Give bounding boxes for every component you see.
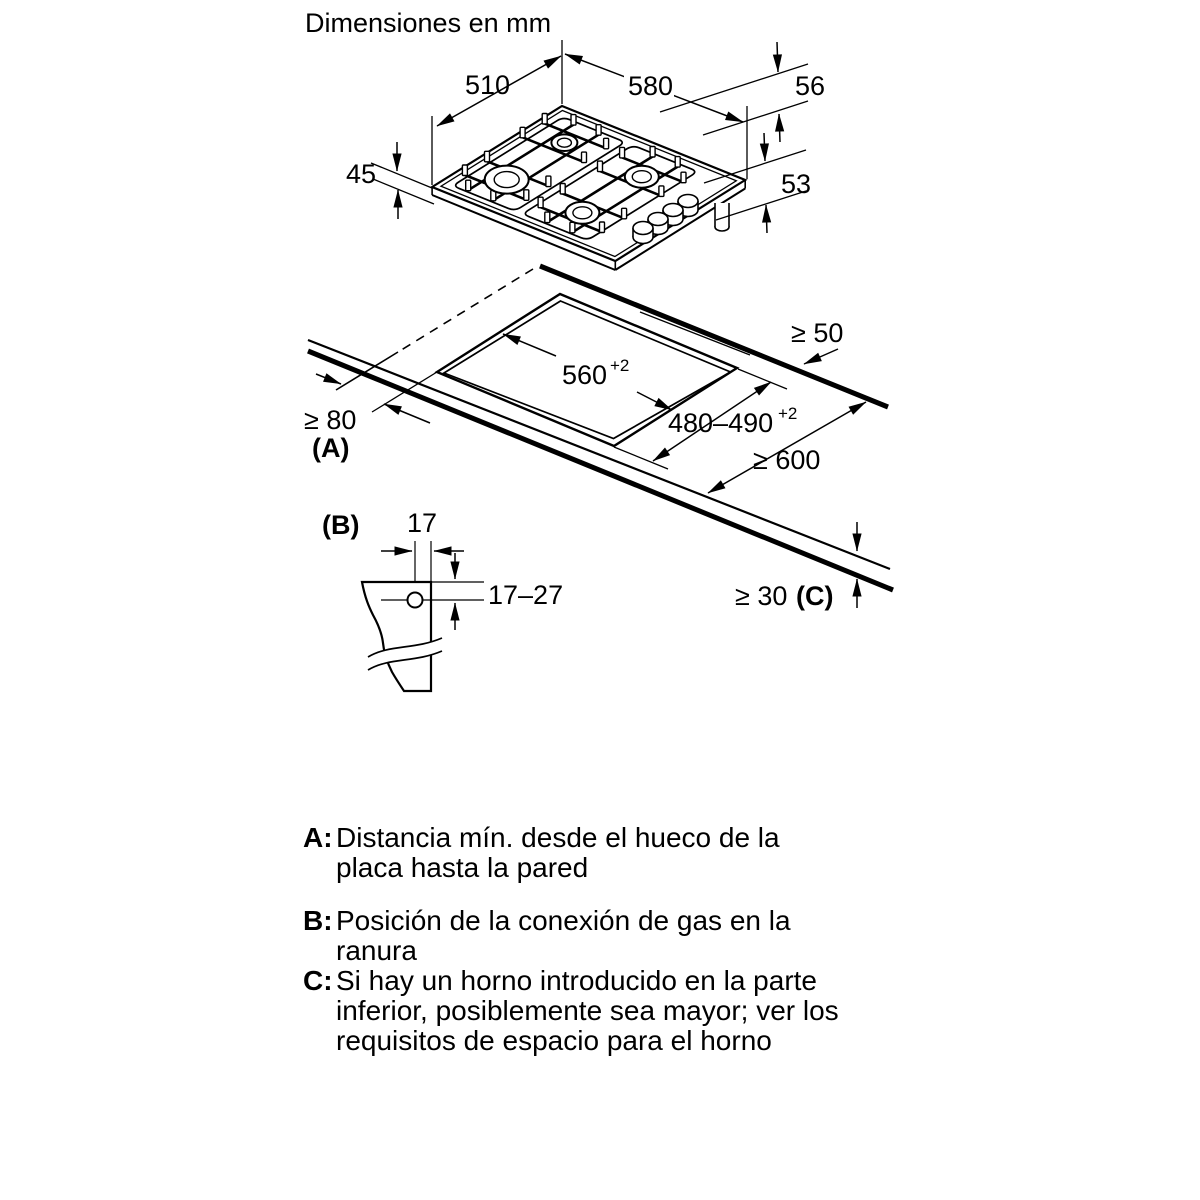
legend-item-B — [303, 906, 923, 966]
page-title: Dimensiones en mm — [305, 8, 552, 38]
dim-label-17: 17 — [407, 508, 438, 538]
dim-label-17-27: 17–27 — [488, 580, 564, 610]
dim-label-min-600: ≥ 600 — [753, 445, 821, 475]
ref-label-B: (B) — [322, 510, 360, 540]
gas-hole — [408, 593, 423, 608]
dim-label-min-30: ≥ 30 — [735, 581, 788, 611]
dim-label-560: 560 — [562, 360, 608, 390]
dim-label-480-490-tolerance: +2 — [778, 404, 798, 423]
legend-text: Distancia mín. desde el hueco de la — [336, 822, 780, 853]
dim-label-min-80: ≥ 80 — [304, 405, 357, 435]
dim-label-510: 510 — [465, 70, 511, 100]
dim-label-45: 45 — [346, 159, 377, 189]
gas-connection-detail — [362, 541, 484, 691]
dim-label-480-490: 480–490 — [668, 408, 774, 438]
legend-text: Si hay un horno introducido en la parte — [336, 965, 817, 996]
legend-text: Posición de la conexión de gas en la — [336, 905, 791, 936]
ref-label-A: (A) — [312, 433, 350, 463]
dim-label-53: 53 — [781, 169, 812, 199]
dim-label-580: 580 — [628, 71, 674, 101]
legend-label-C: C: — [303, 965, 333, 996]
dim-label-min-50: ≥ 50 — [791, 318, 844, 348]
legend-label-B: B: — [303, 905, 333, 936]
legend-text: placa hasta la pared — [336, 852, 589, 883]
hob-drawing — [432, 106, 745, 270]
ref-label-C: (C) — [796, 581, 834, 611]
dim-label-56: 56 — [795, 71, 826, 101]
legend-item-A — [303, 823, 923, 883]
legend-label-A: A: — [303, 822, 333, 853]
legend-text: requisitos de espacio para el horno — [336, 1025, 772, 1056]
legend-text: inferior, posiblemente sea mayor; ver los — [336, 995, 839, 1026]
legend-text: ranura — [336, 935, 417, 966]
dim-label-560-tolerance: +2 — [610, 356, 630, 375]
legend-item-C — [303, 966, 923, 1056]
